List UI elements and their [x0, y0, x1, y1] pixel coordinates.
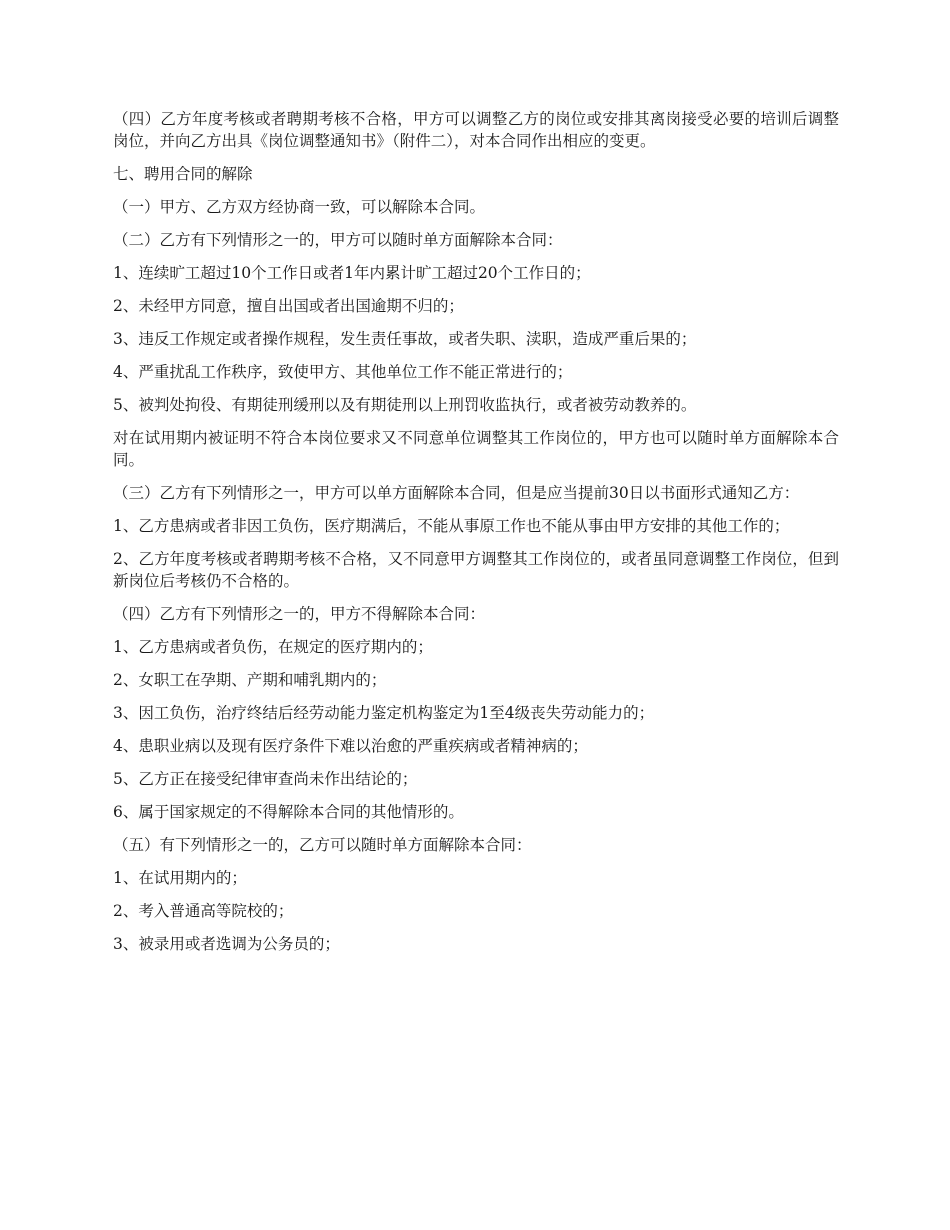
paragraph-probation-termination: 对在试用期内被证明不符合本岗位要求又不同意单位调整其工作岗位的，甲方也可以随时单方面解除本合同。 [113, 429, 839, 469]
list-item: 2、考入普通高等院校的； [113, 902, 294, 920]
list-item: 4、患职业病以及现有医疗条件下难以治愈的严重疾病或者精神病的； [113, 737, 588, 755]
list-item: 3、违反工作规定或者操作规程，发生责任事故，或者失职、渎职，造成严重后果的； [113, 330, 697, 348]
list-item: 5、乙方正在接受纪律审查尚未作出结论的； [113, 770, 418, 788]
paragraph-employee-termination: （五）有下列情形之一的，乙方可以随时单方面解除本合同： [113, 836, 532, 854]
paragraph-adjust-post: （四）乙方年度考核或者聘期考核不合格，甲方可以调整乙方的岗位或安排其离岗接受必要的培训后调整岗位，并向乙方出具《岗位调整通知书》（附件二），对本合同作出相应的变更。 [113, 110, 839, 150]
list-item: 2、女职工在孕期、产期和哺乳期内的； [113, 671, 387, 689]
document-body [113, 108, 839, 966]
paragraph-notice-termination: （三）乙方有下列情形之一，甲方可以单方面解除本合同，但是应当提前30日以书面形式通知乙方： [113, 484, 800, 502]
list-item: 2、乙方年度考核或者聘期考核不合格，又不同意甲方调整其工作岗位的，或者虽同意调整工作岗位，但到新岗位后考核仍不合格的。 [113, 550, 839, 590]
paragraph-mutual-agreement: （一）甲方、乙方双方经协商一致，可以解除本合同。 [113, 198, 486, 216]
paragraph-employer-immediate-termination: （二）乙方有下列情形之一的，甲方可以随时单方面解除本合同： [113, 231, 563, 249]
list-item: 2、未经甲方同意，擅自出国或者出国逾期不归的； [113, 297, 464, 315]
list-item: 5、被判处拘役、有期徒刑缓刑以及有期徒刑以上刑罚收监执行，或者被劳动教养的。 [113, 396, 697, 414]
list-item: 4、严重扰乱工作秩序，致使甲方、其他单位工作不能正常进行的； [113, 363, 573, 381]
list-item: 3、被录用或者选调为公务员的； [113, 935, 340, 953]
list-item: 1、乙方患病或者负伤，在规定的医疗期内的； [113, 638, 433, 656]
list-item: 1、在试用期内的； [113, 869, 247, 887]
list-item: 3、因工负伤，治疗终结后经劳动能力鉴定机构鉴定为1至4级丧失劳动能力的； [113, 704, 655, 722]
list-item: 1、乙方患病或者非因工负伤，医疗期满后，不能从事原工作也不能从事由甲方安排的其他工作的； [113, 517, 790, 535]
section-heading-termination: 七、聘用合同的解除 [113, 165, 253, 183]
list-item: 1、连续旷工超过10个工作日或者1年内累计旷工超过20个工作日的； [113, 264, 591, 282]
list-item: 6、属于国家规定的不得解除本合同的其他情形的。 [113, 803, 464, 821]
paragraph-no-termination: （四）乙方有下列情形之一的，甲方不得解除本合同： [113, 605, 486, 623]
